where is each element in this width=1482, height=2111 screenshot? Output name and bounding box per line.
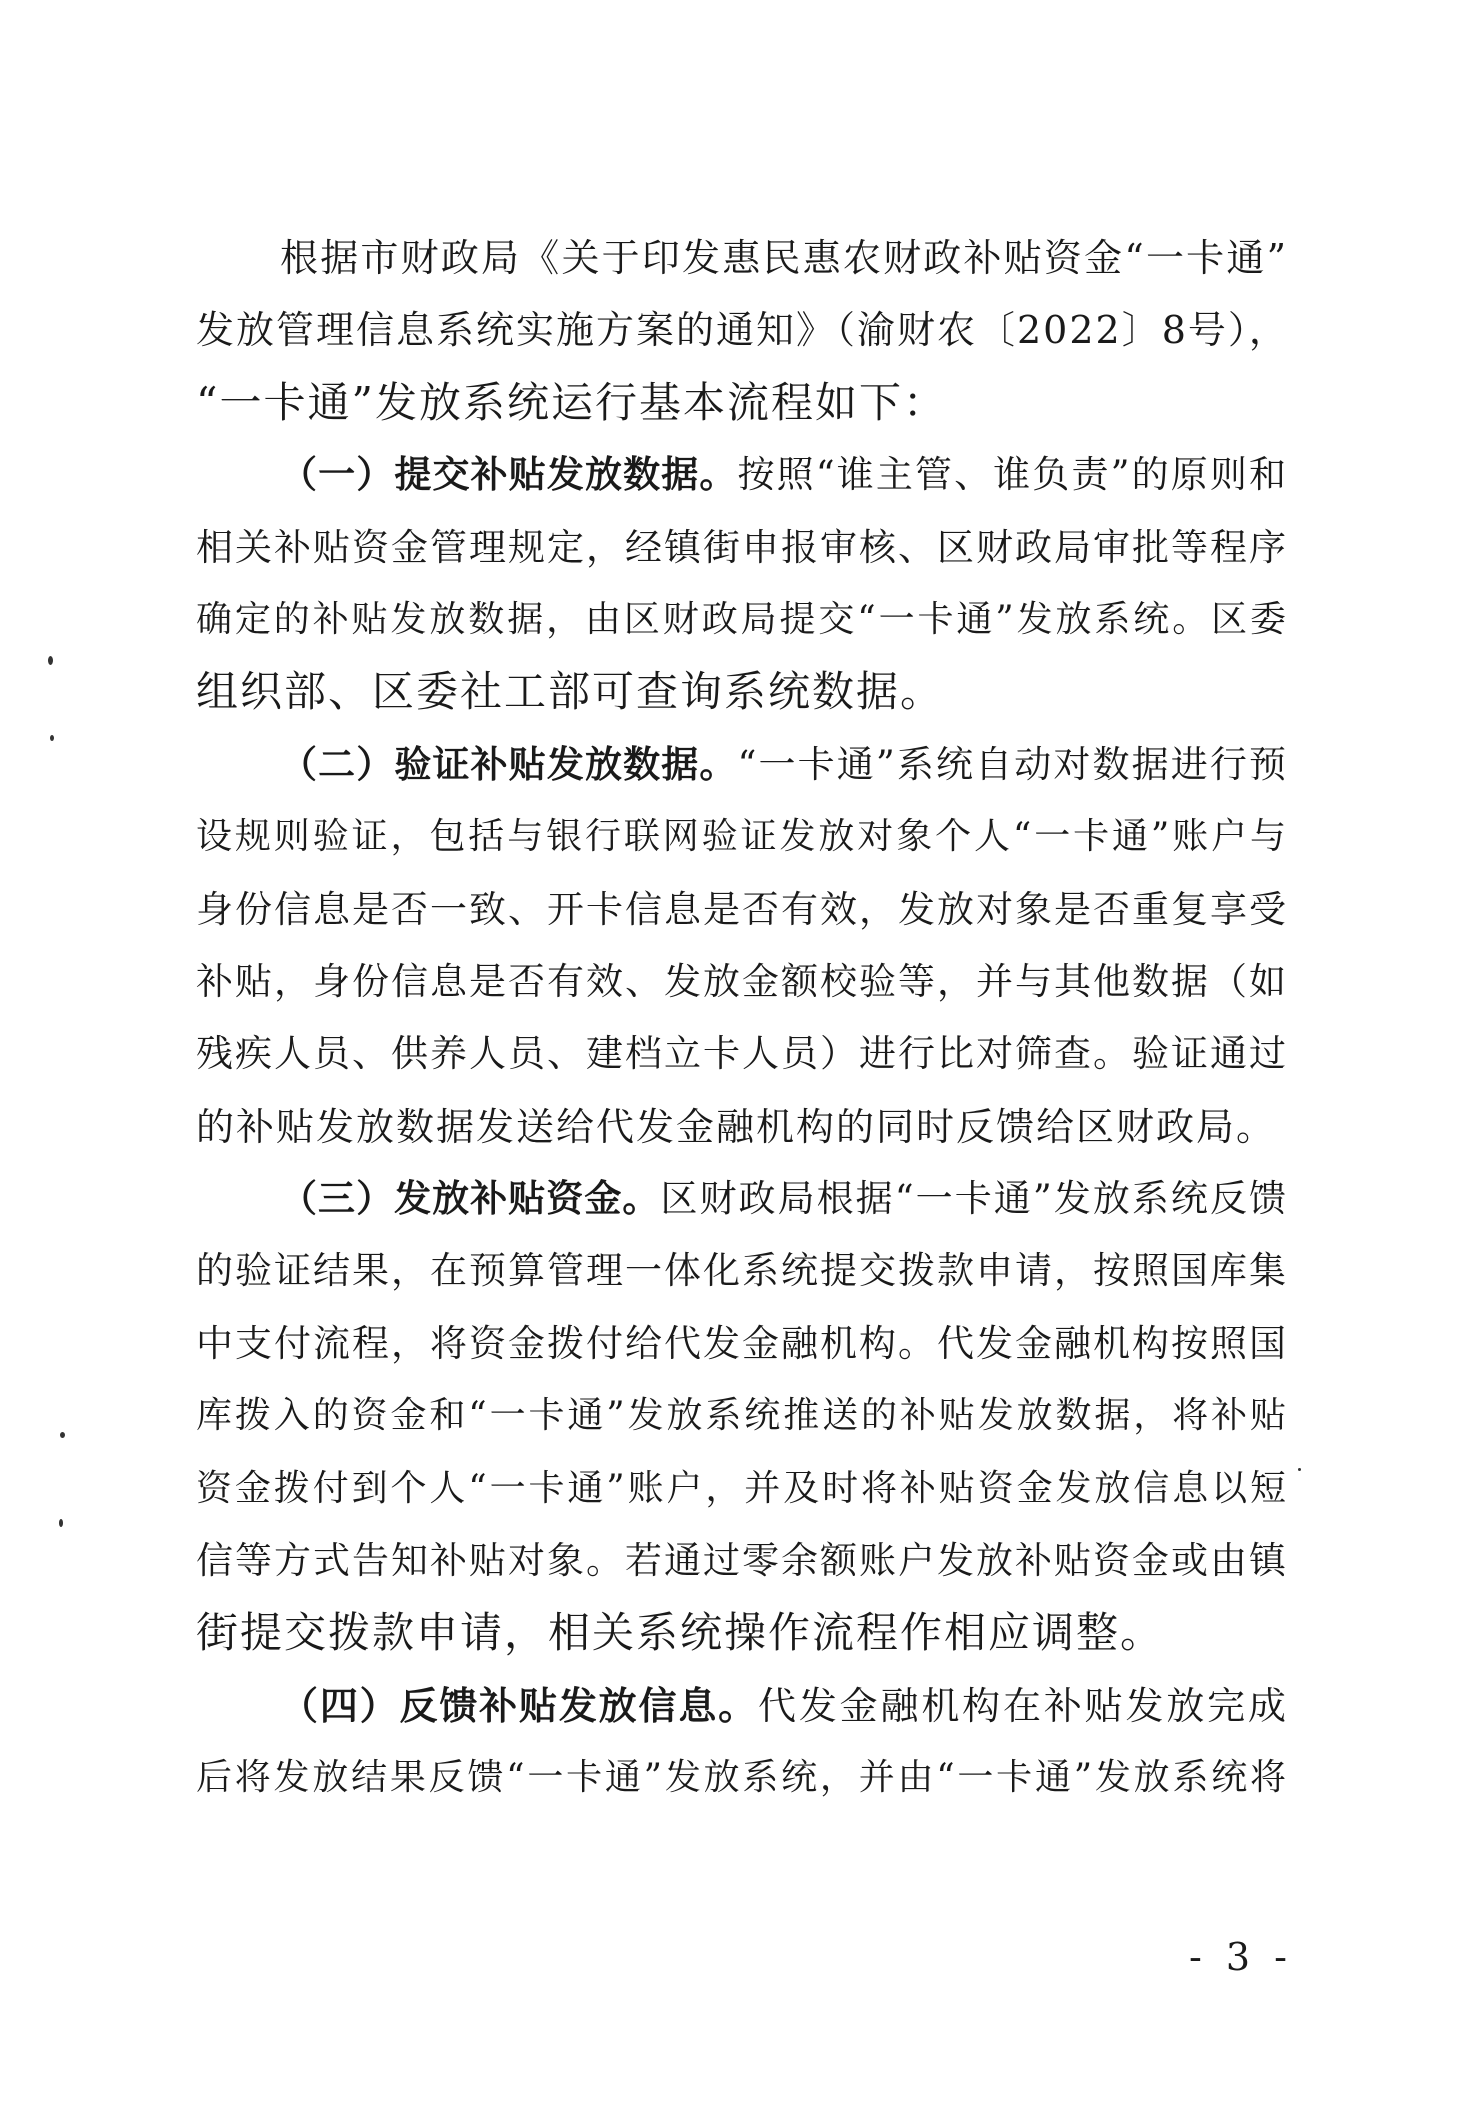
- step-heading: （二）验证补贴发放数据。: [280, 742, 738, 786]
- scan-speck: [60, 1432, 65, 1438]
- step-heading: （三）发放补贴资金。: [280, 1177, 661, 1221]
- text-run: 代发金融机构在补贴发放完成: [758, 1683, 1288, 1728]
- step-heading: （四）反馈补贴发放信息。: [280, 1683, 758, 1728]
- text-line: 发放管理信息系统实施方案的通知》（渝财农〔2022〕8号），: [196, 308, 1289, 353]
- text-line: 补贴，身份信息是否有效、发放金额校验等，并与其他数据（如: [196, 959, 1288, 1003]
- text-line: 相关补贴资金管理规定，经镇街申报审核、区财政局审批等程序: [196, 525, 1288, 569]
- text-line: [196, 439, 1288, 511]
- text-line: “一卡通”发放系统运行基本流程如下：: [196, 377, 947, 427]
- text-line: 资金拨付到个人“一卡通”账户，并及时将补贴资金发放信息以短: [196, 1467, 1288, 1509]
- text-run: 按照“谁主管、谁负责”的原则和: [737, 453, 1288, 497]
- scan-speck: [48, 656, 53, 665]
- paragraph-step-1: [196, 439, 1288, 729]
- text-line: 的补贴发放数据发送给代发金融机构的同时反馈给区财政局。: [196, 1104, 1277, 1149]
- scan-speck: [1298, 1468, 1301, 1471]
- step-heading: （一）提交补贴发放数据。: [280, 453, 738, 497]
- text-line: 残疾人员、供养人员、建档立卡人员）进行比对筛查。验证通过: [196, 1032, 1288, 1076]
- text-line: [196, 1163, 1288, 1235]
- text-line: 后将发放结果反馈“一卡通”发放系统，并由“一卡通”发放系统将: [196, 1757, 1288, 1799]
- scan-speck: [50, 735, 54, 741]
- text-line: 库拨入的资金和“一卡通”发放系统推送的补贴发放数据，将补贴: [196, 1395, 1288, 1437]
- text-line: 根据市财政局《关于印发惠民惠农财政补贴资金“一卡通”: [280, 236, 1288, 280]
- paragraph-step-3: [196, 1163, 1288, 1670]
- scan-speck: [59, 1519, 63, 1527]
- text-line: 中支付流程，将资金拨付给代发金融机构。代发金融机构按照国: [196, 1321, 1288, 1365]
- text-line: 身份信息是否一致、开卡信息是否有效，发放对象是否重复享受: [196, 887, 1288, 931]
- text-line: 信等方式告知补贴对象。若通过零余额账户发放补贴资金或由镇: [196, 1539, 1288, 1583]
- text-line: 确定的补贴发放数据，由区财政局提交“一卡通”发放系统。区委: [196, 598, 1288, 640]
- text-run: “一卡通”系统自动对数据进行预: [737, 742, 1288, 786]
- text-line: 的验证结果，在预算管理一体化系统提交拨款申请，按照国库集: [196, 1249, 1288, 1293]
- paragraph-step-2: [196, 729, 1288, 1163]
- text-line: [196, 1670, 1288, 1742]
- paragraph-intro: [196, 222, 1288, 439]
- text-line: 街提交拨款申请，相关系统操作流程作相应调整。: [196, 1608, 1165, 1658]
- page-number: - 3 -: [1188, 1935, 1293, 1979]
- paragraph-step-4: [196, 1670, 1288, 1815]
- document-body: [196, 222, 1288, 1815]
- text-run: 区财政局根据“一卡通”发放系统反馈: [660, 1177, 1288, 1221]
- text-line: [196, 729, 1288, 801]
- text-line: 设规则验证，包括与银行联网验证发放对象个人“一卡通”账户与: [196, 816, 1288, 858]
- text-line: 组织部、区委社工部可查询系统数据。: [196, 667, 945, 717]
